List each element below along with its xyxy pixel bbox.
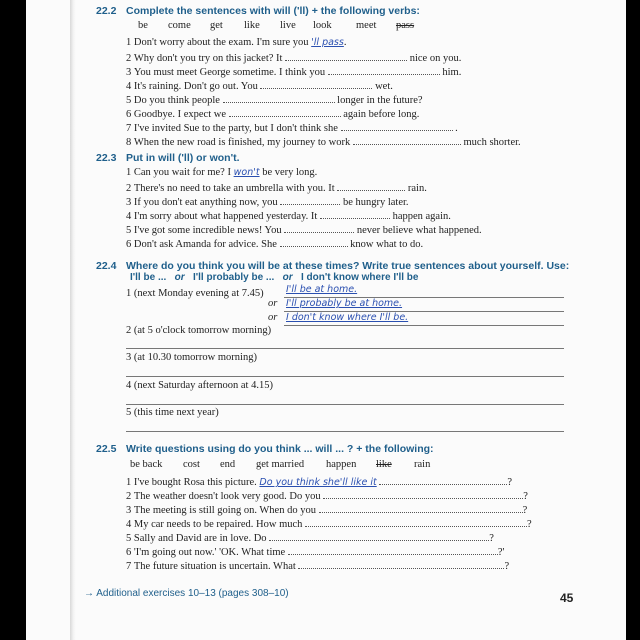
verb-happen: happen: [326, 459, 357, 470]
ex224-item-3-prompt: 3 (at 10.30 tomorrow morning): [126, 352, 257, 363]
answer-line-3[interactable]: I don't know where I'll be.: [286, 312, 409, 323]
verb-end: end: [220, 459, 236, 470]
verb-like: like: [244, 20, 260, 31]
verb-meet: meet: [356, 20, 377, 31]
answer-blank[interactable]: [229, 107, 341, 117]
answer-blank[interactable]: [320, 209, 390, 219]
ex222-item-6: 6 Goodbye. I expect we again before long.: [126, 109, 420, 120]
answer-blank[interactable]: [288, 545, 498, 555]
verb-cost: cost: [183, 459, 200, 470]
writing-line[interactable]: [126, 348, 564, 349]
exercise-22-4-title: Where do you think you will be at these times? Write true sentences about yourself. Use:: [126, 260, 570, 272]
exercise-22-3-title: Put in will ('ll) or won't.: [126, 152, 240, 164]
verb-get-married: get married: [256, 459, 305, 470]
ex225-item-4: 4 My car needs to be repaired. How much ?: [126, 519, 532, 530]
writing-line[interactable]: [126, 404, 564, 405]
ex224-item-5-prompt: 5 (this time next year): [126, 407, 219, 418]
ex222-item-5: 5 Do you think people longer in the future?: [126, 95, 423, 106]
ex225-item-5: 5 Sally and David are in love. Do ?: [126, 533, 494, 544]
answer-blank[interactable]: [353, 135, 461, 145]
ex222-item-8: 8 When the new road is finished, my journey to work much shorter.: [126, 137, 521, 148]
ex223-item-2: 2 There's no need to take an umbrella with you. It rain.: [126, 183, 427, 194]
ex222-item-1: 1 Don't worry about the exam. I'm sure you 'll pass.: [126, 37, 347, 48]
exercise-22-4-number: 22.4: [96, 260, 117, 272]
exercise-22-5-title: Write questions using do you think ... will ... ? + the following:: [126, 443, 434, 455]
answer-blank[interactable]: [284, 223, 354, 233]
verb-look: look: [313, 20, 332, 31]
ex224-item-2-prompt: 2 (at 5 o'clock tomorrow morning): [126, 325, 272, 336]
exercise-22-2-title: Complete the sentences with will ('ll) + the following verbs:: [126, 5, 420, 17]
use-options: I'll be ... or I'll probably be ... or I don't know where I'll be: [130, 272, 419, 283]
answer-blank[interactable]: [341, 121, 453, 131]
page-fold-shadow: [70, 0, 76, 640]
workbook-page: [26, 0, 626, 640]
or-label: or: [268, 312, 278, 323]
writing-line[interactable]: [126, 376, 564, 377]
answer-blank[interactable]: [223, 93, 335, 103]
handwritten-answer[interactable]: Do you think she'll like it: [259, 477, 377, 488]
handwritten-answer[interactable]: won't: [233, 167, 260, 178]
ex222-item-7: 7 I've invited Sue to the party, but I don't think she .: [126, 123, 458, 134]
answer-blank[interactable]: [319, 503, 523, 513]
verb-come: come: [168, 20, 191, 31]
ex224-item-4-prompt: 4 (next Saturday afternoon at 4.15): [126, 380, 273, 391]
ex224-item-1-prompt: 1 (next Monday evening at 7.45): [126, 288, 264, 299]
arrow-right-icon: →: [84, 588, 94, 599]
additional-exercises-link[interactable]: → Additional exercises 10–13 (pages 308–10): [84, 588, 289, 599]
verb-be-back: be back: [130, 459, 163, 470]
ex222-item-3: 3 You must meet George sometime. I think you him.: [126, 67, 462, 78]
page-number: 45: [560, 591, 574, 605]
verb-be: be: [138, 20, 148, 31]
ex225-item-3: 3 The meeting is still going on. When do you ?: [126, 505, 528, 516]
ex223-item-1: 1 Can you wait for me? I won't be very long.: [126, 167, 318, 178]
answer-blank[interactable]: [298, 559, 504, 569]
verb-pass-crossed: pass: [396, 20, 415, 31]
answer-line-2[interactable]: I'll probably be at home.: [286, 298, 403, 309]
writing-line: [284, 325, 564, 326]
verb-rain: rain: [414, 459, 431, 470]
handwritten-answer[interactable]: 'll pass: [311, 37, 344, 48]
answer-blank[interactable]: [379, 475, 507, 485]
writing-line[interactable]: [126, 431, 564, 432]
ex222-item-4: 4 It's raining. Don't go out. You wet.: [126, 81, 393, 92]
answer-blank[interactable]: [269, 531, 489, 541]
answer-blank[interactable]: [285, 51, 407, 61]
answer-line-1[interactable]: I'll be at home.: [286, 284, 358, 295]
answer-blank[interactable]: [305, 517, 527, 527]
ex225-item-1: 1 I've bought Rosa this picture. Do you think she'll like it ?: [126, 477, 513, 488]
answer-blank[interactable]: [323, 489, 523, 499]
exercise-22-5-number: 22.5: [96, 443, 117, 455]
verb-like-crossed: like: [376, 459, 392, 470]
ex223-item-3: 3 If you don't eat anything now, you be hungry later.: [126, 197, 409, 208]
exercise-22-2-number: 22.2: [96, 5, 117, 17]
verb-get: get: [210, 20, 223, 31]
or-label: or: [268, 298, 278, 309]
ex225-item-6: 6 'I'm going out now.' 'OK. What time ?': [126, 547, 505, 558]
ex225-item-2: 2 The weather doesn't look very good. Do you ?: [126, 491, 528, 502]
ex223-item-5: 5 I've got some incredible news! You never believe what happened.: [126, 225, 482, 236]
answer-blank[interactable]: [328, 65, 440, 75]
exercise-22-3-number: 22.3: [96, 152, 117, 164]
ex223-item-4: 4 I'm sorry about what happened yesterday. It happen again.: [126, 211, 451, 222]
verb-live: live: [280, 20, 296, 31]
answer-blank[interactable]: [280, 195, 340, 205]
ex223-item-6: 6 Don't ask Amanda for advice. She know what to do.: [126, 239, 424, 250]
answer-blank[interactable]: [280, 237, 348, 247]
answer-blank[interactable]: [260, 79, 372, 89]
ex225-item-7: 7 The future situation is uncertain. What ?: [126, 561, 510, 572]
ex222-item-2: 2 Why don't you try on this jacket? It nice on you.: [126, 53, 462, 64]
answer-blank[interactable]: [337, 181, 405, 191]
